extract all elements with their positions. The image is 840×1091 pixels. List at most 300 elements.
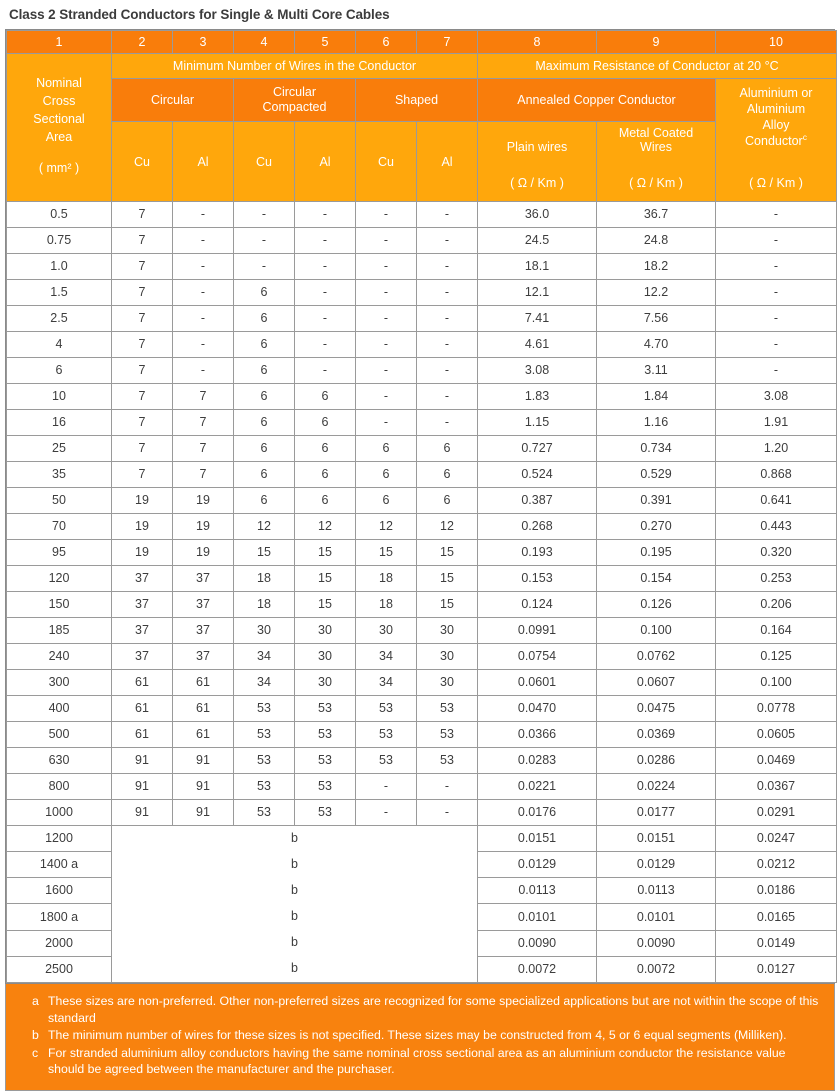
cell-col-4: - [234,228,295,254]
cell-col-2: 91 [112,774,173,800]
cell-col-2: 61 [112,696,173,722]
table-row [7,384,837,410]
footnote-c-mark: c [32,1045,39,1060]
cell-nominal-area: 0.75 [7,228,112,254]
cell-col-9: 12.2 [597,280,716,306]
column-number-row [7,31,837,54]
cell-col-2: 61 [112,722,173,748]
cell-col-3: - [173,228,234,254]
cell-col-8: 0.0101 [478,904,597,930]
page-title: Class 2 Stranded Conductors for Single & Multi Core Cables [9,7,390,22]
table-row [7,774,837,800]
col-number-10: 10 [716,31,837,54]
circular-compacted-line-2: Compacted [262,100,327,114]
aluminium-line-3: Alloy [762,118,790,132]
cell-col-2: 7 [112,280,173,306]
cell-col-6: 18 [356,592,417,618]
cell-col-5: - [295,202,356,228]
col-number-4: 4 [234,31,295,54]
nominal-line-2: Cross [42,94,76,108]
cell-nominal-area: 185 [7,618,112,644]
cell-col-3: 61 [173,722,234,748]
cell-col-2: 7 [112,306,173,332]
footnote-b-text: The minimum number of wires for these sizes is not specified. These sizes may be constructed from 4, 5 or 6 equal segments (Milliken). [48,1028,787,1042]
cell-col-8: 0.0601 [478,670,597,696]
cell-col-3: - [173,202,234,228]
cell-col-8: 0.0129 [478,852,597,878]
cell-col-8: 0.0366 [478,722,597,748]
cell-col-9: 0.100 [597,618,716,644]
cell-col-6: 34 [356,670,417,696]
footnote-b [32,1027,824,1044]
cell-col-7: - [417,280,478,306]
shaped-al-header: Al [417,122,478,202]
cell-col-5: 6 [295,436,356,462]
cell-col-5: 6 [295,488,356,514]
cell-col-6: - [356,306,417,332]
cell-col-2: 7 [112,228,173,254]
cell-col-9: 0.0129 [597,852,716,878]
cell-col-5: - [295,228,356,254]
cell-col-7: 12 [417,514,478,540]
cell-col-9: 7.56 [597,306,716,332]
table-row [7,722,837,748]
footnote-a-text: These sizes are non-preferred. Other non-preferred sizes are recognized for some specialized applications but are not within the scope of this standard [48,994,819,1025]
cell-col-9: 0.0177 [597,800,716,826]
cell-col-2: 91 [112,800,173,826]
cell-nominal-area: 1800 a [7,904,112,930]
aluminium-line-4: Conductor$^c$ [745,131,807,148]
cell-col-6: - [356,384,417,410]
cell-col-9: 0.0101 [597,904,716,930]
cell-col-8: 1.15 [478,410,597,436]
cell-col-10: - [716,332,837,358]
cell-nominal-area: 50 [7,488,112,514]
cell-col-8: 18.1 [478,254,597,280]
group-header-resistance: Maximum Resistance of Conductor at 20 °C [478,54,837,79]
cell-col-9: 0.270 [597,514,716,540]
cell-col-4: 53 [234,774,295,800]
table-row [7,670,837,696]
cell-col-4: 15 [234,540,295,566]
cell-nominal-area: 630 [7,748,112,774]
col-number-3: 3 [173,31,234,54]
cell-col-6: 15 [356,540,417,566]
cell-col-5: 6 [295,384,356,410]
cell-col-10: 0.100 [716,670,837,696]
cell-col-2: 7 [112,462,173,488]
nominal-line-4: Area [45,130,73,144]
cell-col-6: - [356,202,417,228]
cell-col-6: - [356,410,417,436]
cell-col-8: 12.1 [478,280,597,306]
cell-col-8: 0.0113 [478,878,597,904]
cell-col-3: 37 [173,618,234,644]
cell-nominal-area: 1000 [7,800,112,826]
cell-col-5: - [295,280,356,306]
cell-nominal-area: 10 [7,384,112,410]
cell-nominal-area: 300 [7,670,112,696]
table-row [7,696,837,722]
cell-col-4: 34 [234,644,295,670]
table-row [7,280,837,306]
cell-col-7: 53 [417,722,478,748]
col-number-8: 8 [478,31,597,54]
cell-col-9: 0.126 [597,592,716,618]
cell-nominal-area: 2500 [7,956,112,982]
table-row [7,254,837,280]
cell-col-4: 53 [234,722,295,748]
cell-col-8: 0.0151 [478,826,597,852]
cell-col-2: 7 [112,202,173,228]
cell-nominal-area: 1.0 [7,254,112,280]
cell-col-2: 61 [112,670,173,696]
shaped-cu-header: Cu [356,122,417,202]
cell-col-8: 0.0072 [478,956,597,982]
cell-col-6: - [356,254,417,280]
cell-col-2: 7 [112,358,173,384]
cell-col-7: 6 [417,488,478,514]
cell-col-7: 6 [417,462,478,488]
milliken-marker: b [291,961,298,975]
cell-col-7: - [417,228,478,254]
subgroup-shaped: Shaped [356,79,478,122]
cell-col-6: 53 [356,748,417,774]
cell-col-5: 53 [295,800,356,826]
cell-col-2: 7 [112,436,173,462]
milliken-marker: b [291,831,298,845]
cell-col-10: 0.164 [716,618,837,644]
cell-col-4: - [234,254,295,280]
cell-nominal-area: 1600 [7,878,112,904]
cell-col-9: 0.391 [597,488,716,514]
table-row [7,540,837,566]
cell-col-3: 37 [173,566,234,592]
cell-col-8: 0.0991 [478,618,597,644]
cell-col-9: 1.84 [597,384,716,410]
subgroup-annealed-copper: Annealed Copper Conductor [478,79,716,122]
col-number-9: 9 [597,31,716,54]
table-body [7,202,837,983]
cell-col-4: 6 [234,306,295,332]
cell-col-2: 7 [112,332,173,358]
col-number-1: 1 [7,31,112,54]
cell-col-5: 53 [295,722,356,748]
cell-col-3: 19 [173,488,234,514]
cell-col-9: 0.0113 [597,878,716,904]
cell-col-4: 6 [234,462,295,488]
subgroup-circular-compacted [234,79,356,122]
cell-col-2: 7 [112,384,173,410]
footnote-b-mark: b [32,1028,39,1042]
cell-col-4: 6 [234,332,295,358]
cell-col-10: 0.868 [716,462,837,488]
cell-col-3: 7 [173,462,234,488]
cell-col-4: 30 [234,618,295,644]
cell-col-5: 15 [295,566,356,592]
cell-col-8: 3.08 [478,358,597,384]
table-row [7,436,837,462]
cell-col-9: 0.0090 [597,930,716,956]
cell-col-4: - [234,202,295,228]
cell-nominal-area: 95 [7,540,112,566]
cell-col-10: 0.0469 [716,748,837,774]
cell-col-3: 7 [173,410,234,436]
cell-col-2: 19 [112,514,173,540]
cell-col-7: 30 [417,670,478,696]
cell-col-7: 53 [417,748,478,774]
cell-nominal-area: 0.5 [7,202,112,228]
cell-col-4: 18 [234,566,295,592]
cell-col-3: 37 [173,644,234,670]
cell-col-5: 30 [295,670,356,696]
cell-col-3: - [173,306,234,332]
cell-col-5: - [295,332,356,358]
cell-col-7: 15 [417,566,478,592]
table-row [7,306,837,332]
cell-col-3: 61 [173,670,234,696]
plain-wires-unit: ( Ω / Km ) [510,176,564,190]
cell-col-3: 7 [173,436,234,462]
cell-col-9: 0.195 [597,540,716,566]
table-row [7,462,837,488]
cell-col-3: 7 [173,384,234,410]
cell-col-2: 37 [112,566,173,592]
cell-col-3: 91 [173,748,234,774]
merged-milliken-cell [112,826,478,983]
cell-col-6: - [356,280,417,306]
cell-col-5: 15 [295,540,356,566]
subgroup-aluminium-alloy [716,79,837,202]
cell-col-8: 7.41 [478,306,597,332]
cell-col-9: 0.0762 [597,644,716,670]
col-number-5: 5 [295,31,356,54]
footnote-a-mark: a [32,994,39,1008]
cell-col-10: 0.0127 [716,956,837,982]
table-header [7,31,837,202]
subgroup-circular: Circular [112,79,234,122]
cell-col-9: 24.8 [597,228,716,254]
cell-col-10: 0.641 [716,488,837,514]
cell-nominal-area: 35 [7,462,112,488]
cell-col-8: 0.0470 [478,696,597,722]
cell-col-8: 0.0176 [478,800,597,826]
cell-col-8: 0.124 [478,592,597,618]
cell-nominal-area: 120 [7,566,112,592]
cell-col-7: 30 [417,618,478,644]
cell-col-2: 19 [112,540,173,566]
cell-col-10: - [716,306,837,332]
cell-col-9: 0.0286 [597,748,716,774]
footnote-ref-c: c [802,131,807,142]
cell-col-6: 6 [356,488,417,514]
cell-col-10: 0.0778 [716,696,837,722]
cell-col-10: 0.0186 [716,878,837,904]
cell-col-6: 53 [356,696,417,722]
cell-col-10: 0.125 [716,644,837,670]
cell-col-10: 0.0291 [716,800,837,826]
cell-nominal-area: 1400 a [7,852,112,878]
table-row [7,488,837,514]
plain-wires-header [478,122,597,202]
cell-col-4: 6 [234,488,295,514]
footnotes-panel [5,984,835,1091]
cell-col-5: 30 [295,618,356,644]
nominal-area-header [7,54,112,202]
circular-compacted-line-1: Circular [272,85,317,99]
cell-col-4: 6 [234,358,295,384]
cell-col-8: 0.0754 [478,644,597,670]
cell-col-4: 6 [234,436,295,462]
metal-coated-unit: ( Ω / Km ) [629,176,683,190]
cell-col-3: 91 [173,800,234,826]
cell-col-9: 1.16 [597,410,716,436]
cell-col-8: 0.524 [478,462,597,488]
cell-col-8: 0.387 [478,488,597,514]
nominal-line-1: Nominal [36,76,82,90]
cell-col-10: - [716,254,837,280]
metal-coated-line-2: Wires [640,140,672,154]
cell-col-6: 6 [356,462,417,488]
cell-col-7: - [417,332,478,358]
cell-col-8: 4.61 [478,332,597,358]
cell-col-4: 34 [234,670,295,696]
cell-col-6: 34 [356,644,417,670]
cell-col-3: 91 [173,774,234,800]
footnote-a [32,993,824,1026]
nominal-unit: ( mm² ) [38,161,80,175]
cell-col-9: 0.154 [597,566,716,592]
table-row [7,514,837,540]
cell-col-10: 0.443 [716,514,837,540]
cell-col-9: 0.529 [597,462,716,488]
metal-coated-line-1: Metal Coated [618,126,694,140]
cell-col-2: 19 [112,488,173,514]
cell-col-3: 19 [173,514,234,540]
cell-col-10: 0.0605 [716,722,837,748]
nominal-line-3: Sectional [33,112,85,126]
cell-col-8: 0.193 [478,540,597,566]
milliken-marker: b [291,857,298,871]
milliken-marker: b [291,909,298,923]
cell-col-10: 1.91 [716,410,837,436]
cell-nominal-area: 70 [7,514,112,540]
cell-col-9: 3.11 [597,358,716,384]
cell-nominal-area: 800 [7,774,112,800]
cell-col-2: 37 [112,618,173,644]
cell-col-6: 6 [356,436,417,462]
cell-col-8: 0.268 [478,514,597,540]
circular-al-header: Al [173,122,234,202]
cell-col-4: 6 [234,280,295,306]
table-row [7,748,837,774]
cell-nominal-area: 150 [7,592,112,618]
compacted-cu-header: Cu [234,122,295,202]
group-band-row [7,54,837,79]
cell-col-6: - [356,228,417,254]
cell-col-10: 0.0149 [716,930,837,956]
cell-col-4: 6 [234,410,295,436]
compacted-al-header: Al [295,122,356,202]
cell-nominal-area: 25 [7,436,112,462]
cell-col-2: 37 [112,644,173,670]
footnote-c-text: For stranded aluminium alloy conductors having the same nominal cross sectional area as an aluminium conductor the resistance value should be agreed between the manufacturer and the purchaser. [48,1045,786,1076]
cell-col-5: 53 [295,748,356,774]
cell-col-3: - [173,358,234,384]
cell-col-5: 6 [295,462,356,488]
cell-col-9: 4.70 [597,332,716,358]
cell-col-8: 0.0090 [478,930,597,956]
cell-col-10: 0.253 [716,566,837,592]
cell-col-8: 36.0 [478,202,597,228]
cell-col-6: - [356,800,417,826]
group-header-wires: Minimum Number of Wires in the Conductor [112,54,478,79]
cell-col-9: 0.0151 [597,826,716,852]
cell-col-7: 30 [417,644,478,670]
milliken-marker: b [291,935,298,949]
cell-col-9: 0.734 [597,436,716,462]
cell-nominal-area: 2.5 [7,306,112,332]
col-number-2: 2 [112,31,173,54]
cell-col-10: 0.0247 [716,826,837,852]
table-row [7,826,837,852]
metal-coated-header [597,122,716,202]
cell-col-8: 0.727 [478,436,597,462]
cell-col-3: 19 [173,540,234,566]
conductor-table [6,30,837,983]
cell-col-6: 18 [356,566,417,592]
cell-nominal-area: 400 [7,696,112,722]
cell-nominal-area: 2000 [7,930,112,956]
table-row [7,358,837,384]
cell-col-5: 30 [295,644,356,670]
cell-col-7: 6 [417,436,478,462]
cell-col-5: - [295,254,356,280]
cell-nominal-area: 240 [7,644,112,670]
cell-col-5: 15 [295,592,356,618]
cell-col-7: - [417,254,478,280]
table-row [7,644,837,670]
cell-col-10: 3.08 [716,384,837,410]
table-row [7,566,837,592]
cell-col-10: - [716,280,837,306]
cell-col-4: 6 [234,384,295,410]
cell-col-3: - [173,280,234,306]
cell-col-9: 0.0475 [597,696,716,722]
table-row [7,202,837,228]
cell-col-10: - [716,358,837,384]
table-row [7,228,837,254]
circular-cu-header: Cu [112,122,173,202]
aluminium-unit: ( Ω / Km ) [749,176,803,190]
cell-nominal-area: 4 [7,332,112,358]
cell-col-3: - [173,254,234,280]
cell-col-10: 1.20 [716,436,837,462]
cell-nominal-area: 1.5 [7,280,112,306]
cell-col-8: 0.0283 [478,748,597,774]
cell-col-6: - [356,332,417,358]
subgroup-band-row [7,79,837,122]
milliken-marker: b [291,883,298,897]
cell-col-4: 53 [234,696,295,722]
cell-col-10: 0.0367 [716,774,837,800]
cell-col-3: 37 [173,592,234,618]
cell-col-10: 0.206 [716,592,837,618]
cell-col-4: 53 [234,748,295,774]
cell-col-7: 15 [417,540,478,566]
cell-col-5: - [295,358,356,384]
cell-nominal-area: 16 [7,410,112,436]
